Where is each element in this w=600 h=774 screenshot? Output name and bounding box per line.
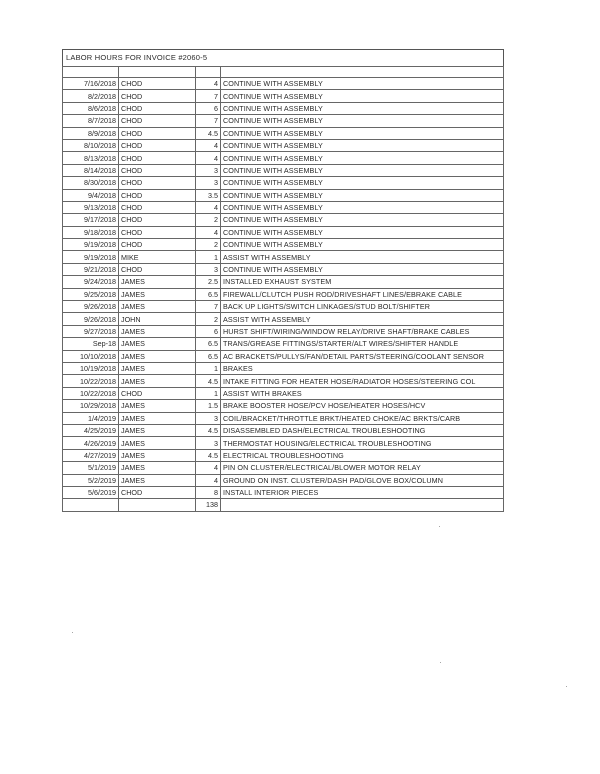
scan-speck [566, 686, 567, 687]
table-row [63, 226, 504, 238]
hours-cell: 4 [196, 474, 221, 486]
name-cell: CHOD [119, 152, 196, 164]
hours-cell: 3 [196, 263, 221, 275]
description-cell: CONTINUE WITH ASSEMBLY [221, 214, 504, 226]
hours-cell: 3 [196, 164, 221, 176]
name-cell: JAMES [119, 362, 196, 374]
description-cell: CONTINUE WITH ASSEMBLY [221, 115, 504, 127]
blank-cell [63, 499, 119, 511]
description-cell: CONTINUE WITH ASSEMBLY [221, 152, 504, 164]
table-row [63, 201, 504, 213]
table-row [63, 127, 504, 139]
date-cell: 9/25/2018 [63, 288, 119, 300]
date-cell: 10/10/2018 [63, 350, 119, 362]
name-cell: CHOD [119, 164, 196, 176]
date-cell: 8/10/2018 [63, 139, 119, 151]
table-row [63, 164, 504, 176]
blank-cell [119, 67, 196, 78]
name-cell: JAMES [119, 301, 196, 313]
description-cell: INTAKE FITTING FOR HEATER HOSE/RADIATOR HOSES/STEERING COL [221, 375, 504, 387]
description-cell: COIL/BRACKET/THROTTLE BRKT/HEATED CHOKE/AC BRKTS/CARB [221, 412, 504, 424]
date-cell: 5/1/2019 [63, 462, 119, 474]
table-row [63, 152, 504, 164]
description-cell: BRAKE BOOSTER HOSE/PCV HOSE/HEATER HOSES/HCV [221, 400, 504, 412]
name-cell: CHOD [119, 115, 196, 127]
hours-cell: 4 [196, 462, 221, 474]
name-cell: CHOD [119, 78, 196, 90]
blank-cell [63, 67, 119, 78]
description-cell: CONTINUE WITH ASSEMBLY [221, 201, 504, 213]
name-cell: JAMES [119, 462, 196, 474]
description-cell: CONTINUE WITH ASSEMBLY [221, 177, 504, 189]
date-cell: 9/17/2018 [63, 214, 119, 226]
date-cell: 5/6/2019 [63, 486, 119, 498]
name-cell: CHOD [119, 189, 196, 201]
date-cell: 9/18/2018 [63, 226, 119, 238]
description-cell: ASSIST WITH BRAKES [221, 387, 504, 399]
description-cell: HURST SHIFT/WIRING/WINDOW RELAY/DRIVE SHAFT/BRAKE CABLES [221, 325, 504, 337]
name-cell: JAMES [119, 338, 196, 350]
name-cell: JAMES [119, 276, 196, 288]
hours-cell: 3 [196, 412, 221, 424]
description-cell: PIN ON CLUSTER/ELECTRICAL/BLOWER MOTOR RELAY [221, 462, 504, 474]
table-row [63, 90, 504, 102]
hours-cell: 6.5 [196, 350, 221, 362]
description-cell: CONTINUE WITH ASSEMBLY [221, 263, 504, 275]
name-cell: JOHN [119, 313, 196, 325]
hours-cell: 6.5 [196, 338, 221, 350]
date-cell: 1/4/2019 [63, 412, 119, 424]
description-cell: INSTALLED EXHAUST SYSTEM [221, 276, 504, 288]
name-cell: JAMES [119, 474, 196, 486]
hours-cell: 8 [196, 486, 221, 498]
description-cell: ELECTRICAL TROUBLESHOOTING [221, 449, 504, 461]
hours-cell: 4.5 [196, 449, 221, 461]
date-cell: 9/21/2018 [63, 263, 119, 275]
name-cell: CHOD [119, 177, 196, 189]
name-cell: JAMES [119, 375, 196, 387]
date-cell: 8/6/2018 [63, 102, 119, 114]
table-row [63, 139, 504, 151]
name-cell: JAMES [119, 449, 196, 461]
table-row [63, 239, 504, 251]
table-row [63, 375, 504, 387]
hours-cell: 1 [196, 387, 221, 399]
blank-row [63, 67, 504, 78]
date-cell: 9/19/2018 [63, 251, 119, 263]
description-cell: ASSIST WITH ASSEMBLY [221, 251, 504, 263]
hours-cell: 3.5 [196, 189, 221, 201]
hours-cell: 3 [196, 177, 221, 189]
name-cell: CHOD [119, 90, 196, 102]
date-cell: 8/9/2018 [63, 127, 119, 139]
date-cell: 9/13/2018 [63, 201, 119, 213]
date-cell: 4/25/2019 [63, 424, 119, 436]
name-cell: MIKE [119, 251, 196, 263]
hours-cell: 4.5 [196, 424, 221, 436]
description-cell: GROUND ON INST. CLUSTER/DASH PAD/GLOVE BOX/COLUMN [221, 474, 504, 486]
table-row [63, 115, 504, 127]
description-cell: CONTINUE WITH ASSEMBLY [221, 189, 504, 201]
name-cell: JAMES [119, 424, 196, 436]
name-cell: JAMES [119, 437, 196, 449]
scan-speck [439, 526, 440, 527]
description-cell: INSTALL INTERIOR PIECES [221, 486, 504, 498]
description-cell: CONTINUE WITH ASSEMBLY [221, 90, 504, 102]
hours-cell: 6 [196, 325, 221, 337]
date-cell: 8/13/2018 [63, 152, 119, 164]
name-cell: JAMES [119, 325, 196, 337]
table-row [63, 362, 504, 374]
table-row [63, 338, 504, 350]
hours-cell: 6.5 [196, 288, 221, 300]
table-row [63, 189, 504, 201]
scan-speck [440, 662, 441, 663]
table-row [63, 251, 504, 263]
blank-cell [221, 499, 504, 511]
description-cell: AC BRACKETS/PULLYS/FAN/DETAIL PARTS/STEERING/COOLANT SENSOR [221, 350, 504, 362]
hours-cell: 7 [196, 115, 221, 127]
table-row [63, 263, 504, 275]
description-cell: CONTINUE WITH ASSEMBLY [221, 102, 504, 114]
hours-cell: 4 [196, 152, 221, 164]
scan-speck [72, 632, 73, 633]
description-cell: THERMOSTAT HOUSING/ELECTRICAL TROUBLESHOOTING [221, 437, 504, 449]
total-row [63, 499, 504, 511]
hours-cell: 4 [196, 78, 221, 90]
table-row [63, 449, 504, 461]
hours-cell: 2.5 [196, 276, 221, 288]
table-row [63, 486, 504, 498]
hours-cell: 4 [196, 139, 221, 151]
name-cell: CHOD [119, 486, 196, 498]
date-cell: 8/14/2018 [63, 164, 119, 176]
date-cell: 8/2/2018 [63, 90, 119, 102]
description-cell: TRANS/GREASE FITTINGS/STARTER/ALT WIRES/SHIFTER HANDLE [221, 338, 504, 350]
name-cell: JAMES [119, 350, 196, 362]
hours-cell: 2 [196, 313, 221, 325]
table-row [63, 412, 504, 424]
labor-table-body [63, 67, 504, 512]
hours-cell: 1 [196, 362, 221, 374]
blank-cell [221, 67, 504, 78]
date-cell: 5/2/2019 [63, 474, 119, 486]
date-cell: Sep-18 [63, 338, 119, 350]
table-row [63, 474, 504, 486]
description-cell: CONTINUE WITH ASSEMBLY [221, 78, 504, 90]
description-cell: CONTINUE WITH ASSEMBLY [221, 139, 504, 151]
name-cell: CHOD [119, 127, 196, 139]
description-cell: CONTINUE WITH ASSEMBLY [221, 127, 504, 139]
description-cell: ASSIST WITH ASSEMBLY [221, 313, 504, 325]
name-cell: JAMES [119, 400, 196, 412]
hours-cell: 7 [196, 90, 221, 102]
date-cell: 9/26/2018 [63, 313, 119, 325]
description-cell: DISASSEMBLED DASH/ELECTRICAL TROUBLESHOOTING [221, 424, 504, 436]
name-cell: CHOD [119, 387, 196, 399]
name-cell: CHOD [119, 102, 196, 114]
hours-cell: 3 [196, 437, 221, 449]
table-row [63, 177, 504, 189]
name-cell: CHOD [119, 263, 196, 275]
date-cell: 8/7/2018 [63, 115, 119, 127]
table-row [63, 350, 504, 362]
hours-cell: 4.5 [196, 127, 221, 139]
name-cell: JAMES [119, 412, 196, 424]
name-cell: CHOD [119, 139, 196, 151]
name-cell: CHOD [119, 201, 196, 213]
table-row [63, 276, 504, 288]
date-cell: 7/16/2018 [63, 78, 119, 90]
table-row [63, 387, 504, 399]
table-row [63, 424, 504, 436]
hours-cell: 4.5 [196, 375, 221, 387]
date-cell: 9/27/2018 [63, 325, 119, 337]
blank-cell [196, 67, 221, 78]
date-cell: 4/26/2019 [63, 437, 119, 449]
table-row [63, 78, 504, 90]
description-cell: FIREWALL/CLUTCH PUSH ROD/DRIVESHAFT LINES/EBRAKE CABLE [221, 288, 504, 300]
date-cell: 8/30/2018 [63, 177, 119, 189]
total-hours-cell: 138 [196, 499, 221, 511]
name-cell: CHOD [119, 239, 196, 251]
table-row [63, 400, 504, 412]
date-cell: 10/22/2018 [63, 387, 119, 399]
blank-cell [119, 499, 196, 511]
date-cell: 9/24/2018 [63, 276, 119, 288]
table-row [63, 313, 504, 325]
name-cell: CHOD [119, 214, 196, 226]
description-cell: BRAKES [221, 362, 504, 374]
table-row [63, 462, 504, 474]
date-cell: 10/22/2018 [63, 375, 119, 387]
labor-table [62, 66, 504, 512]
date-cell: 9/4/2018 [63, 189, 119, 201]
description-cell: CONTINUE WITH ASSEMBLY [221, 226, 504, 238]
date-cell: 9/19/2018 [63, 239, 119, 251]
date-cell: 10/19/2018 [63, 362, 119, 374]
name-cell: JAMES [119, 288, 196, 300]
sheet-title: LABOR HOURS FOR INVOICE #2060-5 [62, 49, 504, 66]
date-cell: 10/29/2018 [63, 400, 119, 412]
name-cell: CHOD [119, 226, 196, 238]
labor-hours-sheet [62, 49, 504, 512]
hours-cell: 2 [196, 214, 221, 226]
description-cell: CONTINUE WITH ASSEMBLY [221, 239, 504, 251]
hours-cell: 1.5 [196, 400, 221, 412]
date-cell: 9/26/2018 [63, 301, 119, 313]
hours-cell: 6 [196, 102, 221, 114]
hours-cell: 4 [196, 201, 221, 213]
hours-cell: 4 [196, 226, 221, 238]
table-row [63, 325, 504, 337]
table-row [63, 214, 504, 226]
table-row [63, 102, 504, 114]
hours-cell: 7 [196, 301, 221, 313]
table-row [63, 301, 504, 313]
description-cell: CONTINUE WITH ASSEMBLY [221, 164, 504, 176]
hours-cell: 2 [196, 239, 221, 251]
date-cell: 4/27/2019 [63, 449, 119, 461]
table-row [63, 437, 504, 449]
description-cell: BACK UP LIGHTS/SWITCH LINKAGES/STUD BOLT/SHIFTER [221, 301, 504, 313]
table-row [63, 288, 504, 300]
hours-cell: 1 [196, 251, 221, 263]
